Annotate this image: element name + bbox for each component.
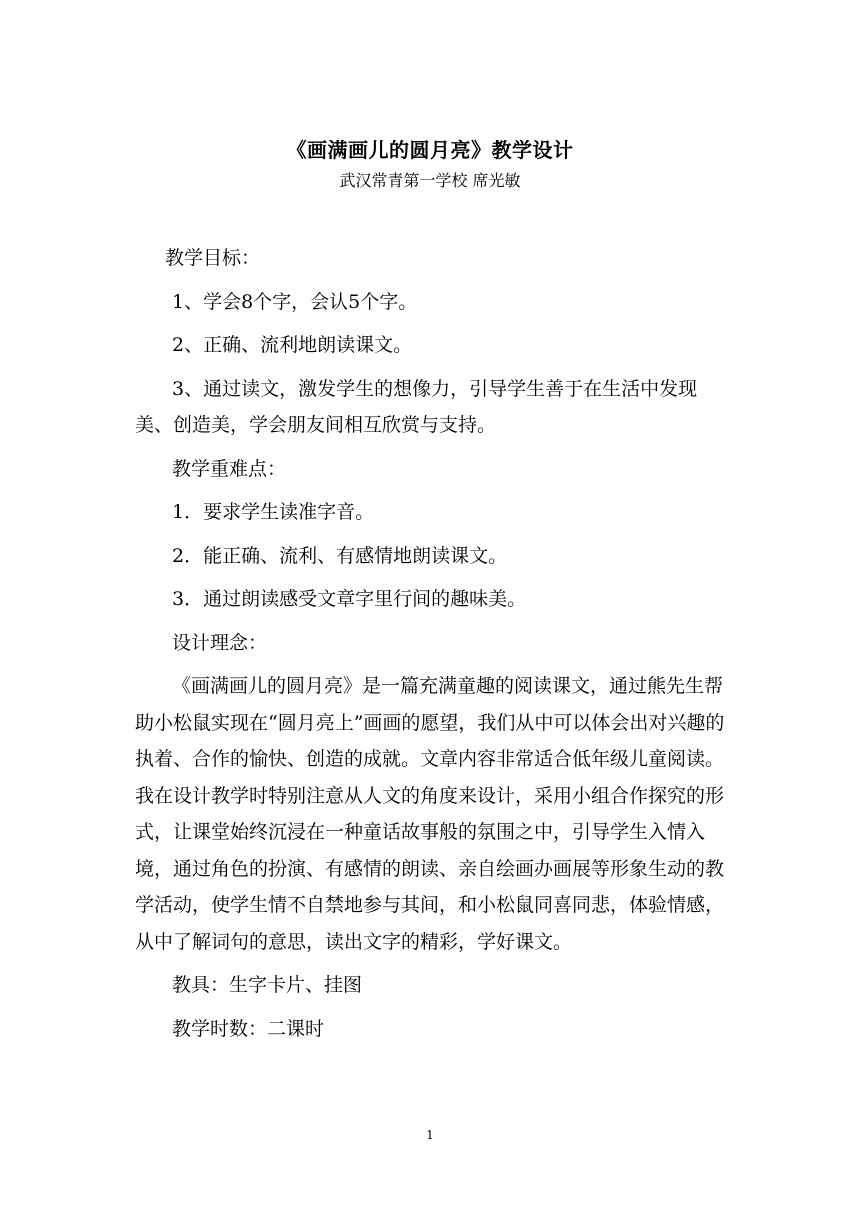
goal-item: 1、学会8个字，会认5个字。	[172, 290, 418, 313]
document-title: 《画满画儿的圆月亮》教学设计	[286, 138, 574, 162]
concept-heading: 设计理念：	[172, 631, 268, 654]
document-author: 武汉常青第一学校 席光敏	[339, 171, 521, 190]
goals-heading: 教学目标：	[165, 247, 261, 269]
teaching-tools: 教具：生字卡片、挂图	[172, 974, 363, 996]
teaching-hours: 教学时数：二课时	[172, 1017, 325, 1040]
document-body	[135, 240, 735, 1047]
page-number: 1	[426, 1128, 434, 1142]
concept-paragraph: 《画满画儿的圆月亮》是一篇充满童趣的阅读课文，通过熊先生帮助小松鼠实现在“圆月亮上”画画的愿望，我们从中可以体会出对兴趣的执着、合作的愉快、创造的成就。文章内容非常适合低年级儿童阅读。我在设计教学时特别注意从人文的角度来设计，采用小组合作探究的形式，让课堂始终沉浸在一种童话故事般的氛围之中，引导学生入情入境，通过角色的扮演、有感情的朗读、亲自绘画办画展等形象生动的教学活动，使学生情不自禁地参与其间，和小松鼠同喜同悲，体验情感，从中了解词句的意思，读出文字的精彩，学好课文。	[135, 675, 725, 953]
key-point-item: 3．通过朗读感受文章字里行间的趣味美。	[172, 588, 527, 610]
goal-item: 3、通过读文，激发学生的想像力，引导学生善于在生活中发现美、创造美，学会朋友间相互欣赏与支持。	[135, 377, 698, 436]
key-point-item: 2．能正确、流利、有感情地朗读课文。	[172, 544, 508, 567]
key-point-item: 1．要求学生读准字音。	[172, 501, 375, 523]
goal-item: 2、正确、流利地朗读课文。	[172, 334, 413, 356]
key-points-heading: 教学重难点：	[172, 457, 287, 480]
